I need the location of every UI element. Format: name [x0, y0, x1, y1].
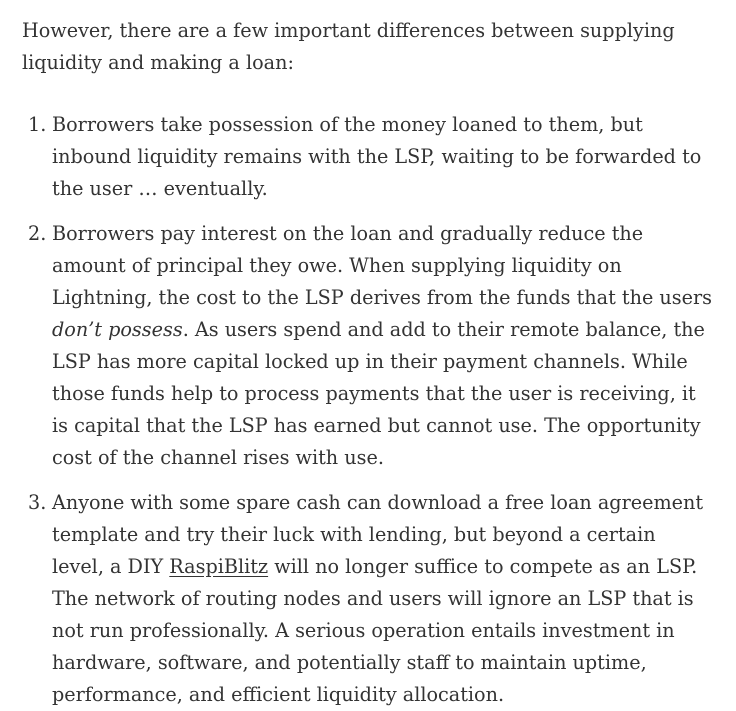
list-item	[22, 487, 712, 711]
list-item-text	[52, 491, 703, 706]
text-segment: . As users spend and add to their remote balance, the LSP has more capital locked up in their payment channels. While those funds help to process payments that the user is receiving, it is capital that the LSP has earned but cannot use. The opportunity cost of the channel rises with use.	[52, 318, 705, 469]
raspiblitz-link[interactable]: RaspiBlitz	[169, 555, 269, 578]
list-item-number: 3.	[28, 491, 47, 514]
list-item-text: Borrowers take possession of the money loaned to them, but inbound liquidity remains with the LSP, waiting to be forwarded to the user … eventually.	[52, 113, 702, 200]
list-item-text	[52, 222, 712, 469]
list-item-number: 2.	[28, 222, 47, 245]
text-segment: will no longer suffice to compete as an LSP. The network of routing nodes and users will ignore an LSP that is not run professionally. A serious operation entails investment in hardware, software, and potentially staff to maintain uptime, performance, and efficient liquidity allocation.	[52, 555, 698, 706]
text-segment: Anyone with some spare cash can download a free loan agreement template and try their luck with lending, but beyond a certain level, a DIY	[52, 491, 704, 578]
emphasis-text: don’t possess	[52, 318, 183, 341]
list-item	[22, 109, 712, 205]
text-segment: Borrowers pay interest on the loan and gradually reduce the amount of principal they owe. When supplying liquidity on Lightning, the cost to the LSP derives from the funds that the users	[52, 222, 713, 309]
list-item	[22, 218, 712, 474]
differences-list	[22, 109, 712, 711]
intro-paragraph: However, there are a few important differences between supplying liquidity and making a loan:	[22, 19, 675, 74]
list-item-number: 1.	[28, 113, 47, 136]
